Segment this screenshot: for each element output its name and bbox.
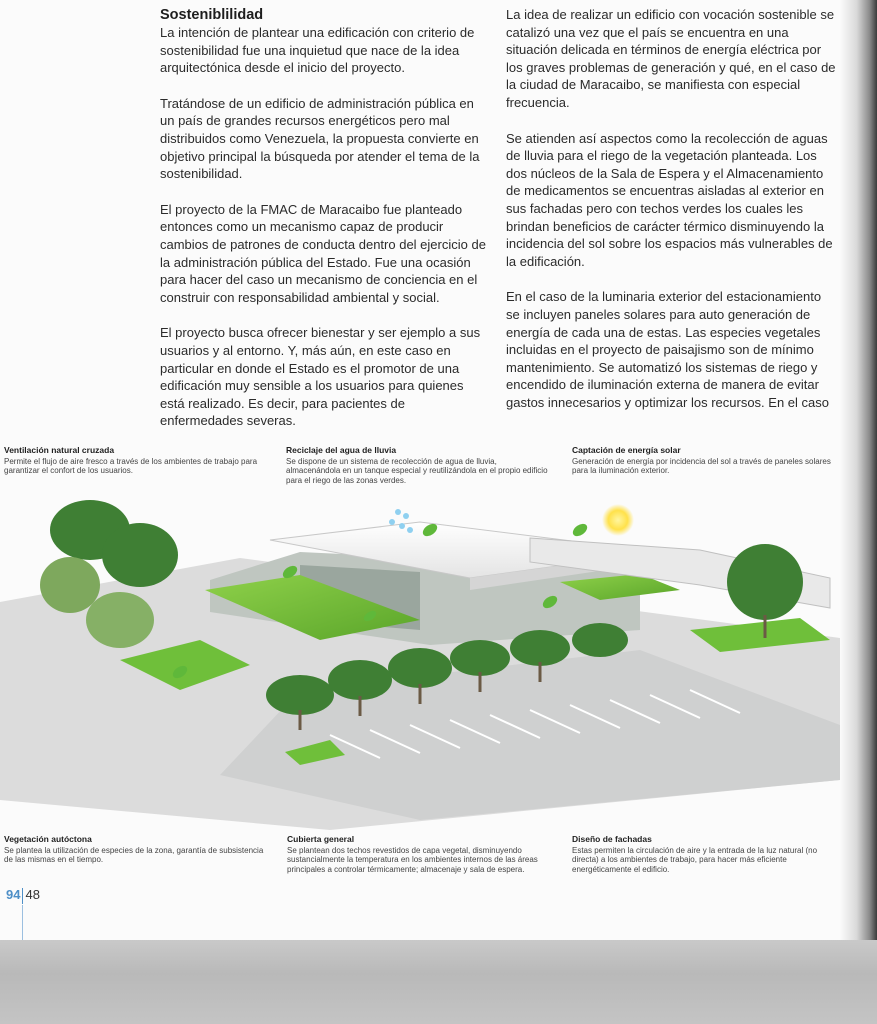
caption-title: Diseño de fachadas [572,834,652,844]
caption-text: Se plantean dos techos revestidos de capa vegetal, disminuyendo sustancialmente la temperatura en los ambientes internos de las áreas principales a controlar térmicamente; almacenaje y sala de espera. [287,845,538,874]
page-folio [6,887,40,904]
caption-fachadas [572,835,834,874]
caption-cubierta [287,835,549,874]
paragraph: La intención de plantear una edificación con criterio de sostenibilidad fue una inquietud que nace de la idea arquitectónica desde el inicio del proyecto. [160,25,475,76]
folio-divider [22,888,23,904]
page-number-b: 48 [25,887,40,902]
paragraph: Se atienden así aspectos como la recolección de aguas de lluvia para el riego de la vegetación planteada. Los dos núcleos de la Sala de Espera y el Almacenamiento de medicamentos se encuentras aisladas al exterior en sus fachadas pero con techos verdes los cuales les brindan beneficios de carácter térmico disminuyendo la incidencia del sol sobre los espacios más vulnerables de la edificación. [506,130,833,269]
paragraph: El proyecto de la FMAC de Maracaibo fue planteado entonces como un mecanismo capaz de producir cambios de patrones de conducta dentro del ejercicio de la administración pública del Estado. Fue una ocasión para hacer del caso un mecanismo de conciencia en el construir con responsabilidad ambiental y social. [160,201,486,305]
paragraph: Tratándose de un edificio de administración pública en un país de grandes recursos energéticos pero mal distribuidos como Venezuela, la propuesta convierte en objetivo principal la búsqueda por atender el tema de la sostenibilidad. [160,95,480,182]
book-spine-shadow [840,0,877,940]
section-heading: Sosteniblilidad [160,7,264,23]
caption-text: Permite el flujo de aire fresco a través de los ambientes de trabajo para garantizar el confort de los usuarios. [4,456,258,475]
paragraph: En el caso de la luminaria exterior del estacionamiento se incluyen paneles solares para auto generación de energía de cada una de estas. Las especies vegetales incluidas en el proyecto de paisajismo son de mínimo mantenimiento. Se automatizó los sistemas de riego y encendido de iluminación externa de manera de evitar gastos innecesarios y optimizar los recursos. En el caso [506,289,829,410]
paragraph: La idea de realizar un edificio con vocación sostenible se catalizó una vez que el país se encuentra en una situación delicada en términos de energía eléctrica por los graves problemas de generación y qué, en el caso de la ciudad de Maracaibo, se manifiesta con especial frecuencia. [506,7,836,110]
caption-reciclaje [286,446,548,485]
sun-icon [602,504,634,536]
caption-ventilacion [4,446,266,476]
left-text-column [160,6,488,448]
paragraph: El proyecto busca ofrecer bienestar y ser ejemplo a sus usuarios y al entorno. Y, más aún, en este caso en particular en donde el Estado es el promotor de una edificación muy sensible a los usuarios para quienes está realizado. Es decir, para pacientes de enfermedades severas. [160,325,481,429]
caption-text: Generación de energía por incidencia del sol a través de paneles solares para la iluminación exterior. [572,456,831,475]
caption-title: Cubierta general [287,834,355,844]
caption-text: Se plantea la utilización de especies de la zona, garantía de subsistencia de las mismas en el tiempo. [4,845,264,864]
folio-rule [22,905,23,945]
caption-text: Estas permiten la circulación de aire y la entrada de la luz natural (no directa) a los ambientes de trabajo, para hacer más eficiente energéticamente el edificio. [572,845,818,874]
right-text-column [506,6,836,429]
caption-title: Ventilación natural cruzada [4,445,115,455]
building-rendering [0,490,840,830]
caption-vegetacion [4,835,266,865]
caption-title: Reciclaje del agua de lluvia [286,445,397,455]
caption-title: Captación de energía solar [572,445,681,455]
caption-text: Se dispone de un sistema de recolección de agua de lluvia, almacenándola en un tanque especial y reutilizándola en el propio edificio para el riego de las zonas verdes. [286,456,548,485]
page-number-a: 94 [6,887,21,902]
scan-background [0,940,877,1024]
caption-title: Vegetación autóctona [4,834,92,844]
caption-captacion [572,446,834,476]
